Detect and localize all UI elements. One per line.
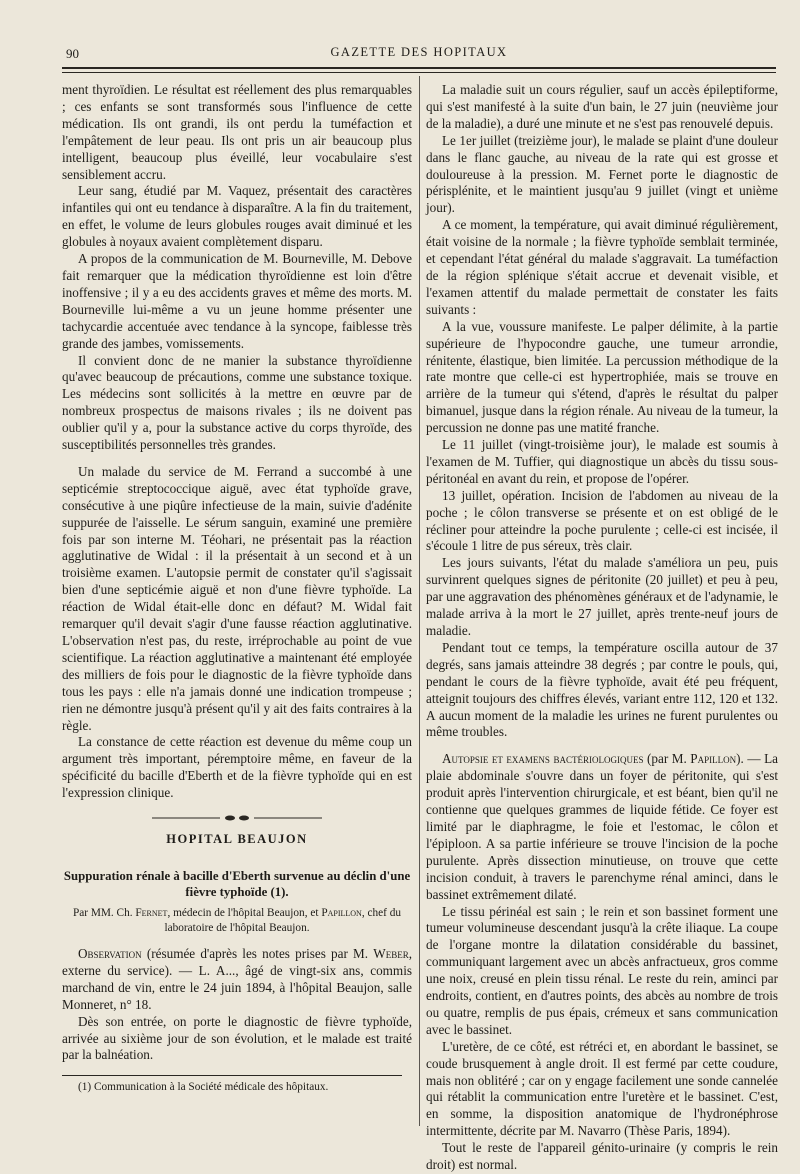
page-header xyxy=(62,44,776,66)
paragraph: 13 juillet, opération. Incision de l'abdomen au niveau de la poche ; le côlon transverse se présente et on est obligé de le récliner pour atteindre la poche purulente ; celle-ci est incisée, il s'écoule 1 litre de pus séreux, très clair. xyxy=(426,487,778,554)
paragraph: Les jours suivants, l'état du malade s'améliora un peu, puis survinrent quelques signes de péritonite (20 juillet) et peu à peu, par une aggravation des phénomènes généraux et de l'adynamie, le malade arriva à la mort le 27 juillet, après trente-neuf jours de maladie. xyxy=(426,555,778,638)
author-name: Fernet xyxy=(135,906,168,919)
autopsy-heading: Autopsie et examens bactériologiques xyxy=(442,751,644,767)
authors-mid: , médecin de l'hôpital Beaujon, et xyxy=(167,906,322,919)
footnote: (1) Communication à la Société médicale des hôpitaux. xyxy=(78,1081,329,1094)
header-rule xyxy=(62,67,776,69)
authors-suffix: , chef du laboratoire de l'hôpital Beaujon. xyxy=(164,906,402,934)
paragraph: Le 1er juillet (treizième jour), le malade se plaint d'une douleur dans le flanc gauche, au niveau de la rate qui est grosse et douloureuse à la pression. M. Fernet porte le diagnostic de périsplénite, et le maintient jusqu'au 9 juillet (vingt et unième jour). xyxy=(426,132,778,216)
footnote-rule xyxy=(62,1075,402,1076)
paragraph: Pendant tout ce temps, la température oscilla autour de 37 degrés, sans jamais atteindre 38 degrés ; par contre le pouls, qui, pendant le cours de la fièvre typhoïde, avait été peu fréquent, atteignit toujours des chiffres élevés, variant entre 112, 120 et 132. A aucun moment de la maladie les urines ne furent purulentes ou même troubles. xyxy=(426,639,778,740)
person-name: Papillon xyxy=(690,751,737,767)
person-name: Weber xyxy=(373,945,409,961)
paragraph: La constance de cette réaction est devenue du même coup un argument très important, péremptoire même, en faveur de la spécificité du bacille d'Eberth et de la fièvre typhoïde qui en est l'expression clinique. xyxy=(62,734,412,801)
paragraph: Leur sang, étudié par M. Vaquez, présentait des caractères infantiles qui ont eu tendance à disparaître. A la fin du traitement, en effet, le volume de leurs globules rouges avait diminué et les globules à noyaux avaient complètement disparu. xyxy=(62,183,412,250)
observation-label: Observation xyxy=(78,945,142,961)
paragraph: Dès son entrée, on porte le diagnostic de fièvre typhoïde, arrivée au sixième jour de son évolution, et le malade est traité par la balnéation. xyxy=(62,1013,412,1063)
article-authors xyxy=(62,906,412,936)
column-separator xyxy=(419,76,420,1126)
paragraph: A propos de la communication de M. Bourneville, M. Debove fait remarquer que la médication thyroïdienne est loin d'être inoffensive ; il y a eu des accidents graves et même des morts. M. Bourneville lui-même a vu un jeune homme présenter une tachycardie accentuée avec tendance à la syncope, faiblesse très grande des jambes, vomissements. xyxy=(62,251,412,351)
author-name: Papillon xyxy=(321,906,362,919)
paragraph: L'uretère, de ce côté, est rétréci et, en abordant le bassinet, se coude brusquement à angle droit. Il est fermé par cette coudure, mais non oblitéré ; car on y engage facilement une sonde cannelée qui rétablit la communication entre l'uretère et le bassinet. C'est, en somme, la disposition anatomique de l'hydronéphrose intermittente, décrite par M. Navarro (Thèse Paris, 1894). xyxy=(426,1038,778,1139)
paragraph: Le tissu périnéal est sain ; le rein et son bassinet forment une tumeur volumineuse descendant jusqu'à la crête iliaque. La coupe de l'organe montre la dilatation considérable du bassinet, communiquant largement avec un abcès anfractueux, gros comme une noix, creusé en plein tissu rénal. Le reste du rein, aminci par endroits, contient, en d'autres points, des abcès au nombre de trois ou quatre, remplis de pus épais, crémeux et sans communication avec le bassinet. xyxy=(426,903,778,1037)
section-gap xyxy=(426,741,778,751)
autopsy-text: ). — La plaie abdominale s'ouvre dans un foyer de péritonite, qui s'est produit après l'intervention chirurgicale, et est béant, bien qu'il ne contienne que quelques grammes de liquide fétide. Ce foyer est limité par le diaphragme, le foie et l'estomac, le côlon et l'épiploon. A sa partie inférieure se trouve l'incision de la poche purulente. Après dissection minutieuse, on trouve que cette incision conduit, à travers le parenchyme rénal aminci, dans le bassinet extrêmement dilaté. xyxy=(426,751,778,902)
section-gap xyxy=(62,454,412,464)
header-rule-thin xyxy=(62,72,776,73)
autopsy-text: (par M. xyxy=(643,751,691,767)
section-heading: HOPITAL BEAUJON xyxy=(166,832,308,847)
paragraph: ment thyroïdien. Le résultat est réellement des plus remarquables ; ces enfants se sont transformés sous l'influence de cette médication. Ils ont grandi, ils ont perdu la tuméfaction et l'empâtement de leur peau. Ils ont pris un air beaucoup plus intelligent, beaucoup plus éveillé, leur vocabulaire s'est sensiblement accru. xyxy=(62,82,412,182)
left-column xyxy=(62,82,412,1094)
paragraph: Un malade du service de M. Ferrand a succombé à une septicémie streptococcique aiguë, avec état typhoïde grave, consécutive à une piqûre infectieuse de la main, suivie d'adénite suppurée de l'aisselle. Le sérum sanguin, examiné une première fois par son interne M. Téohari, ne présentait pas la réaction agglutinative de Widal : il la présentait à un second et à un troisième examen. L'autopsie permit de constater qu'il s'agissait bien d'une septicémie aiguë et non d'une fièvre typhoïde. La réaction de Widal était-elle donc en défaut? M. Widal fait remarquer qu'il devait s'agir d'une fausse réaction agglutinative. L'observation n'est pas, du reste, irréprochable au point de vue scientifique. La réaction agglutinative a maintenant été employée des milliers de fois pour le diagnostic de la fièvre typhoïde dans tous les pays : elle n'a jamais donné une indication trompeuse ; rien ne démontre jusqu'à présent qu'il y ait des faits contraires à la règle. xyxy=(62,463,412,733)
authors-prefix: Par MM. Ch. xyxy=(72,906,136,919)
ornamental-separator xyxy=(62,813,412,823)
paragraph: A ce moment, la température, qui avait diminué régulièrement, était voisine de la normale ; la fièvre typhoïde semblait terminée, et cependant l'état général du malade s'aggravait. La tuméfaction de la région splénique s'était accrue et devenait visible, et l'examen attentif du malade permettait de constater les faits suivants : xyxy=(426,217,778,317)
paragraph: La maladie suit un cours régulier, sauf un accès épileptiforme, qui s'est manifesté à la suite d'un bain, le 27 juin (neuvième jour de la maladie), a duré une minute et ne s'est pas renouvelé depuis. xyxy=(426,82,778,131)
article-title: Suppuration rénale à bacille d'Eberth survenue au déclin d'une fièvre typhoïde (1). xyxy=(63,868,411,899)
page-number: 90 xyxy=(66,46,79,61)
right-column xyxy=(426,82,778,1174)
paragraph: Tout le reste de l'appareil génito-urinaire (y compris le rein droit) est normal. xyxy=(426,1140,778,1173)
paragraph xyxy=(62,946,412,1014)
paragraph xyxy=(426,751,778,903)
paragraph: Il convient donc de ne manier la substance thyroïdienne qu'avec beaucoup de précautions, comme une substance toxique. Les médecins sont sollicités à la mettre en œuvre par de nombreux prospectus de maisons rivales ; ils ne doivent pas oublier qu'il y a, pour la substance active du corps thyroïde, des susceptibilités personnelles très grandes. xyxy=(62,352,412,453)
paragraph: Le 11 juillet (vingt-troisième jour), le malade est soumis à l'examen de M. Tuffier, qui diagnostique un abcès du tissu sous-péritonéal en avant du rein, et propose de l'opérer. xyxy=(426,437,778,486)
observation-text: , externe du service). — L. A..., âgé de vingt-six ans, commis marchand de vin, entre le 24 juin 1894, à l'hôpital Beaujon, salle Monneret, n° 18. xyxy=(62,945,412,1012)
journal-title: GAZETTE DES HOPITAUX xyxy=(330,45,508,59)
paragraph: A la vue, voussure manifeste. Le palper délimite, à la partie supérieure de l'hypocondre gauche, une tumeur arrondie, rénitente, élastique, bien limitée. La percussion méthodique de la rate montre que celle-ci est hypertrophiée, mais se trouve en arrière de la tumeur qui s'étend, d'après le résultat du palper bimanuel, jusque dans la région rénale. Au niveau de la tumeur, la percussion ne donne pas une matité franche. xyxy=(426,318,778,436)
observation-text: (résumée d'après les notes prises par M. xyxy=(141,945,374,961)
